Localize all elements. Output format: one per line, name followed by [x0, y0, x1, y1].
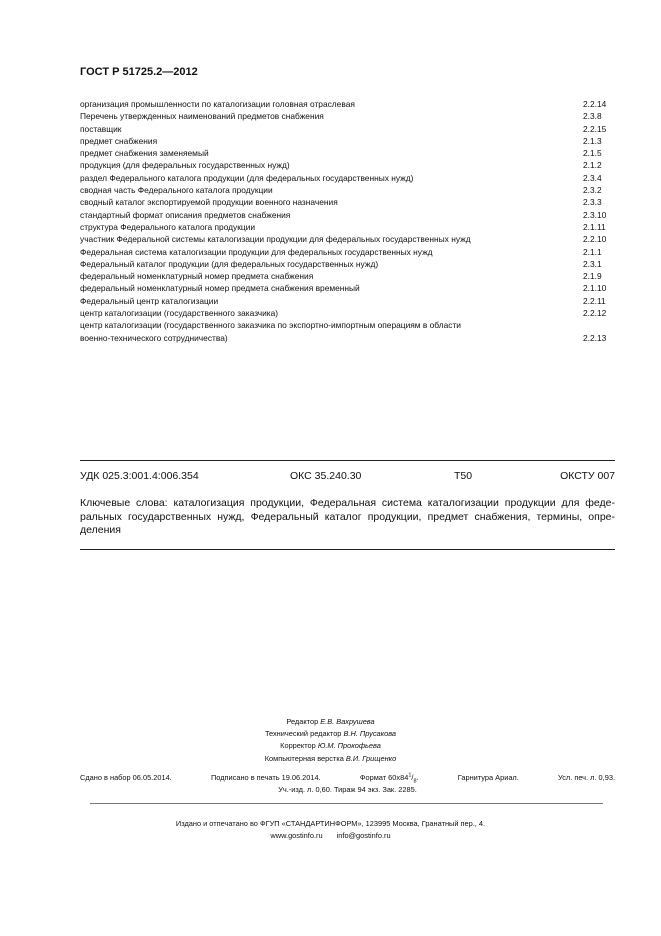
index-term: организация промышленности по каталогизации головная отраслевая	[80, 99, 355, 109]
top-divider	[80, 460, 615, 461]
index-ref: 2.2.13	[583, 332, 607, 343]
term-index	[80, 98, 615, 344]
credit-layout: Компьютерная верстка В.И. Грищенко	[264, 753, 397, 763]
index-term: структура Федерального каталога продукции	[80, 221, 256, 232]
index-ref: 2.2.10	[583, 234, 607, 245]
oks-code: ОКС 35.240.30	[290, 470, 362, 482]
index-term: сводная часть Федерального каталога продукции	[80, 185, 273, 196]
index-row	[80, 258, 615, 270]
index-ref: 2.2.12	[583, 308, 607, 319]
index-row	[80, 307, 615, 319]
thin-divider	[90, 803, 603, 804]
typeface: Гарнитура Ариал.	[457, 773, 519, 782]
index-row	[80, 110, 615, 122]
print-sheets: Усл. печ. л. 0,93.	[558, 773, 615, 782]
index-term: центр каталогизации (государственного заказчика)	[80, 308, 279, 319]
index-term: федеральный номенклатурный номер предмета снабжения	[80, 271, 314, 282]
index-row	[80, 319, 615, 331]
credit-corrector: Корректор Ю.М. Прокофьева	[280, 741, 381, 751]
printer-line: Издано и отпечатано во ФГУП «СТАНДАРТИНФОРМ», 123995 Москва, Гранатный пер., 4.	[175, 819, 486, 828]
index-term: участник Федеральной системы каталогизации продукции для федеральных государственных нужд	[80, 234, 471, 245]
index-ref: 2.2.14	[583, 99, 607, 109]
printer-links	[0, 830, 661, 842]
index-row	[80, 209, 615, 221]
printer-info	[0, 818, 661, 842]
keywords	[80, 497, 615, 538]
keywords-line: Ключевые слова: каталогизация продукции, Федеральная система каталогизации продукции для феде-	[80, 497, 615, 509]
index-row	[80, 282, 615, 294]
index-ref: 2.2.11	[583, 295, 606, 306]
email-link[interactable]: info@gostinfo.ru	[336, 831, 391, 841]
website-link[interactable]: www.gostinfo.ru	[270, 831, 323, 841]
index-term: раздел Федерального каталога продукции (для федеральных государственных нужд)	[80, 172, 414, 183]
index-ref: 2.1.5	[583, 148, 602, 159]
index-term: стандартный формат описания предметов снабжения	[80, 209, 291, 220]
publication-line	[80, 772, 615, 784]
index-ref: 2.3.8	[583, 111, 602, 122]
keywords-line: ральных государственных нужд, Федеральный каталог продукции, предмет снабжения, термины, опре-	[80, 510, 615, 523]
index-ref: 2.1.2	[583, 160, 602, 171]
index-term: федеральный номенклатурный номер предмета снабжения временный	[80, 283, 360, 294]
index-row	[80, 98, 615, 110]
index-row	[80, 196, 615, 208]
t-code: Т50	[454, 470, 473, 482]
index-term: поставщик	[80, 123, 122, 134]
document-code: ГОСТ Р 51725.2—2012	[80, 66, 198, 78]
index-ref: 2.3.1	[583, 258, 602, 269]
index-ref: 2.3.10	[583, 209, 607, 220]
index-row	[80, 135, 615, 147]
index-term: Федеральный центр каталогизации	[80, 295, 219, 306]
paper-format: Формат $60x84^1/_8$.	[359, 772, 419, 785]
index-term: продукция (для федеральных государственных нужд)	[80, 160, 290, 171]
index-ref: 2.3.4	[583, 172, 602, 183]
index-term: сводный каталог экспортируемой продукции военного назначения	[80, 197, 338, 208]
index-row	[80, 233, 615, 245]
index-ref: 2.1.1	[583, 246, 602, 257]
credit-tech-editor: Технический редактор В.Н. Прусакова	[264, 729, 397, 739]
index-row	[80, 270, 615, 282]
index-term: военно-технического сотрудничества)	[80, 332, 228, 343]
index-term: предмет снабжения заменяемый	[80, 148, 209, 159]
index-row	[80, 332, 615, 344]
index-ref: 2.1.9	[583, 271, 602, 282]
index-ref: 2.1.3	[583, 135, 602, 146]
signed-date: Подписано в печать 19.06.2014.	[210, 773, 321, 782]
publication-info	[80, 772, 615, 796]
classification-row	[80, 470, 615, 486]
credit-editor: Редактор Е.В. Вахрушева	[286, 717, 375, 726]
index-term: центр каталогизации (государственного заказчика по экспортно-импортным операциям в области	[80, 320, 461, 331]
index-ref: 2.1.10	[583, 283, 607, 294]
index-term: предмет снабжения	[80, 135, 158, 146]
udk-code: УДК 025.3:001.4:006.354	[80, 470, 199, 482]
index-term: Перечень утвержденных наименований предметов снабжения	[80, 111, 324, 122]
credits-block	[0, 716, 661, 765]
index-ref: 2.2.15	[583, 123, 607, 134]
index-ref: 2.1.11	[583, 221, 606, 232]
index-row	[80, 221, 615, 233]
index-row	[80, 159, 615, 171]
index-row	[80, 184, 615, 196]
index-term: Федеральный каталог продукции (для федеральных государственных нужд)	[80, 258, 379, 269]
okstu-code: ОКСТУ 007	[560, 470, 615, 482]
submitted-date: Сдано в набор 06.05.2014.	[80, 773, 172, 782]
keywords-line: деления	[80, 524, 121, 536]
index-row	[80, 246, 615, 258]
index-row	[80, 295, 615, 307]
index-row	[80, 123, 615, 135]
publication-line: Уч.-изд. л. 0,60. Тираж 94 экз. Зак. 2285.	[278, 785, 417, 795]
index-ref: 2.3.2	[583, 185, 602, 196]
index-row	[80, 147, 615, 159]
bottom-divider	[80, 549, 615, 550]
index-term: Федеральная система каталогизации продукции для федеральных государственных нужд	[80, 246, 433, 257]
index-ref: 2.3.3	[583, 197, 602, 208]
index-row	[80, 172, 615, 184]
